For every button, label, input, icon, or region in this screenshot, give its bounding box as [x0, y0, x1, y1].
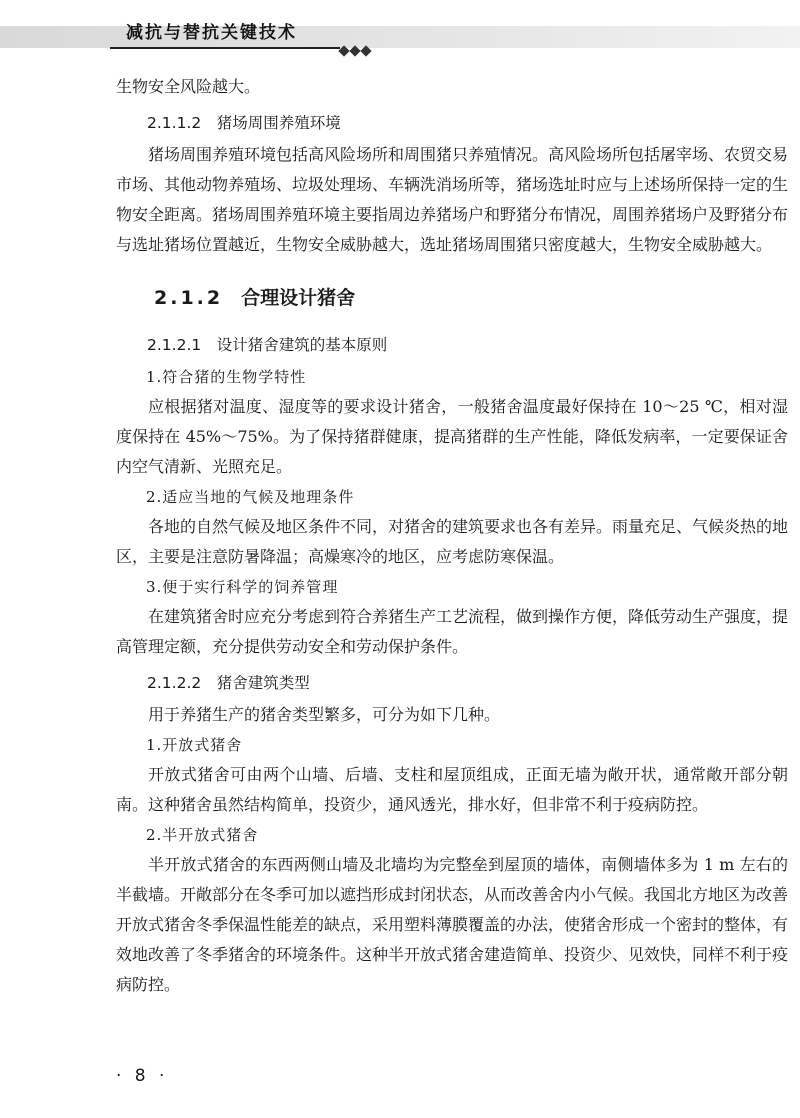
page-number: · 8 ·: [116, 1066, 169, 1086]
paragraph: 半开放式猪舍的东西两侧山墙及北墙均为完整垒到屋顶的墙体，南侧墙体多为 1 m 左右的半截墙。开敞部分在冬季可加以遮挡形成封闭状态，从而改善舍内小气候。我国北方地区为改善开放式猪舍冬季保温性能差的缺点，采用塑料薄膜覆盖的办法，使猪舍形成一个密封的整体，有效地改善了冬季猪舍的环境条件。这种半开放式猪舍建造简单、投资少、见效快，同样不利于疫病防控。: [116, 855, 789, 994]
section-number: 2.1.2: [154, 287, 224, 309]
header-band: [0, 26, 800, 48]
paragraph: 生物安全风险越大。: [116, 77, 261, 96]
section-title: 合理设计猪舍: [241, 287, 356, 309]
running-header: [0, 0, 800, 60]
list-item-heading: 2.适应当地的气候及地理条件: [146, 488, 355, 506]
header-title: 减抗与替抗关键技术: [126, 23, 297, 43]
list-item-heading: 1.符合猪的生物学特性: [146, 368, 307, 386]
paragraph: 应根据猪对温度、湿度等的要求设计猪舍，一般猪舍温度最好保持在 10～25 ℃，相对湿度保持在 45%～75%。为了保持猪群健康，提高猪群的生产性能，降低发病率，一定要保证舍内空气清新、光照充足。: [116, 397, 788, 476]
section-heading: [116, 280, 788, 316]
page-body: [116, 72, 788, 1000]
list-item-heading: 3.便于实行科学的饲养管理: [146, 578, 339, 596]
header-rule: [110, 47, 340, 49]
paragraph: 各地的自然气候及地区条件不同，对猪舍的建筑要求也各有差异。雨量充足、气候炎热的地区，主要是注意防暑降温；高燥寒冷的地区，应考虑防寒保温。: [116, 517, 789, 566]
diamond-ornament-icon: [340, 40, 373, 59]
paragraph: 猪场周围养殖环境包括高风险场所和周围猪只养殖情况。高风险场所包括屠宰场、农贸交易市场、其他动物养殖场、垃圾处理场、车辆洗消场所等，猪场选址时应与上述场所保持一定的生物安全距离。猪场周围养殖环境主要指周边养猪场户和野猪分布情况，周围养猪场户及野猪分布与选址猪场位置越近，生物安全威胁越大，选址猪场周围猪只密度越大，生物安全威胁越大。: [116, 145, 789, 254]
subsection-heading: 2.1.2.1 设计猪舍建筑的基本原则: [147, 336, 388, 354]
paragraph: 开放式猪舍可由两个山墙、后墙、支柱和屋顶组成，正面无墙为敞开状，通常敞开部分朝南。这种猪舍虽然结构简单，投资少，通风透光，排水好，但非常不利于疫病防控。: [116, 765, 788, 814]
paragraph: 在建筑猪舍时应充分考虑到符合养猪生产工艺流程，做到操作方便，降低劳动生产强度，提高管理定额，充分提供劳动安全和劳动保护条件。: [116, 607, 789, 656]
subsection-heading: 2.1.1.2 猪场周围养殖环境: [147, 114, 341, 132]
paragraph: 用于养猪生产的猪舍类型繁多，可分为如下几种。: [148, 705, 501, 724]
list-item-heading: 2.半开放式猪舍: [146, 826, 259, 844]
list-item-heading: 1.开放式猪舍: [146, 736, 243, 754]
subsection-heading: 2.1.2.2 猪舍建筑类型: [147, 674, 310, 692]
